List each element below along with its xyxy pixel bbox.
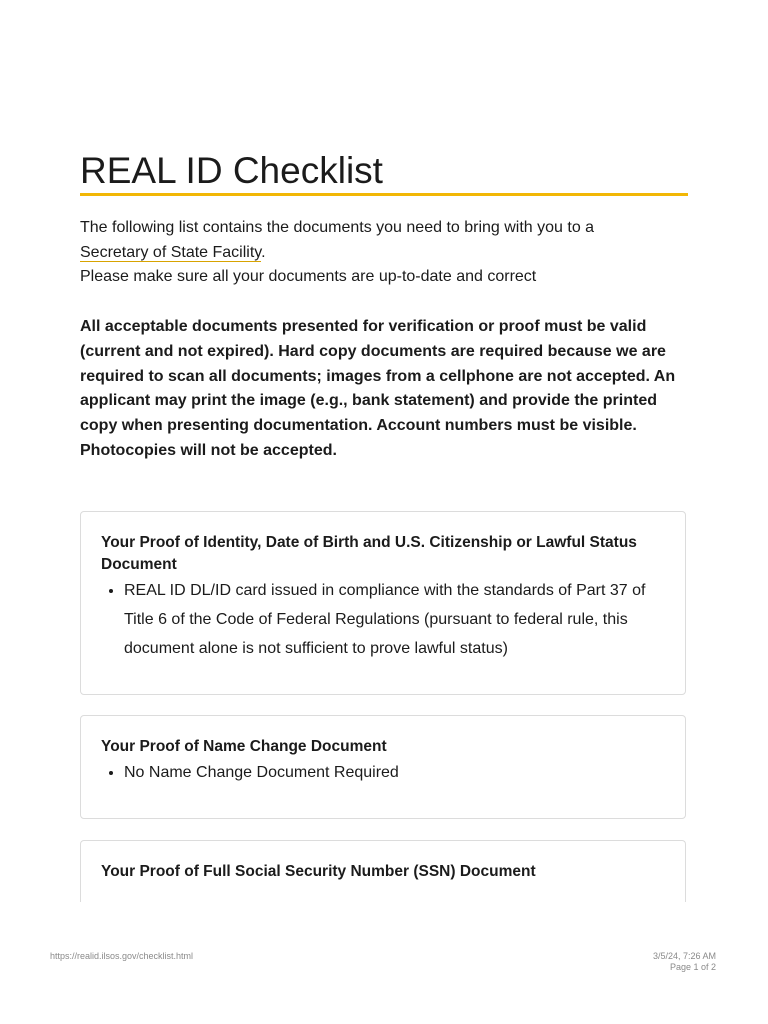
identity-document-list [101,576,665,663]
page-number: Page 1 of 2 [669,962,716,972]
page-title: REAL ID Checklist [80,150,688,196]
list-item: • No Name Change Document Required [124,758,665,787]
identity-document-heading: Your Proof of Identity, Date of Birth and U.S. Citizenship or Lawful Status Document [101,534,637,573]
intro-text [80,216,690,290]
verification-notice: All acceptable documents presented for verification or proof must be valid (current and not expired). Hard copy documents are required because we are required to scan all documents; images from a cellphone are not accepted. An applicant may print the image (e.g., bank statement) and provide the printed copy when presenting documentation. Account numbers must be visible. Photocopies will not be accepted. [80,318,676,459]
ssn-document-heading: Your Proof of Full Social Security Number (SSN) Document [101,863,536,880]
list-item: • REAL ID DL/ID card issued in compliance with the standards of Part 37 of Title 6 of the Code of Federal Regulations (pursuant to federal rule, this document alone is not sufficient to prove lawful status) [124,576,665,663]
intro-period: . [261,243,266,261]
print-datetime: 3/5/24, 7:26 AM [652,951,716,961]
name-change-document-heading: Your Proof of Name Change Document [101,738,387,755]
name-change-document-card [80,715,686,819]
footer-url: https://realid.ilsos.gov/checklist.html [50,951,194,961]
ssn-document-card [80,840,686,902]
footer-meta [653,951,716,973]
intro-line-2: Please make sure all your documents are up-to-date and correct [80,268,537,285]
identity-document-card [80,511,686,695]
name-change-document-list [101,758,665,787]
secretary-of-state-facility-link[interactable]: Secretary of State Facility [80,243,262,261]
intro-line-1: The following list contains the documents you need to bring with you to a [80,219,595,236]
